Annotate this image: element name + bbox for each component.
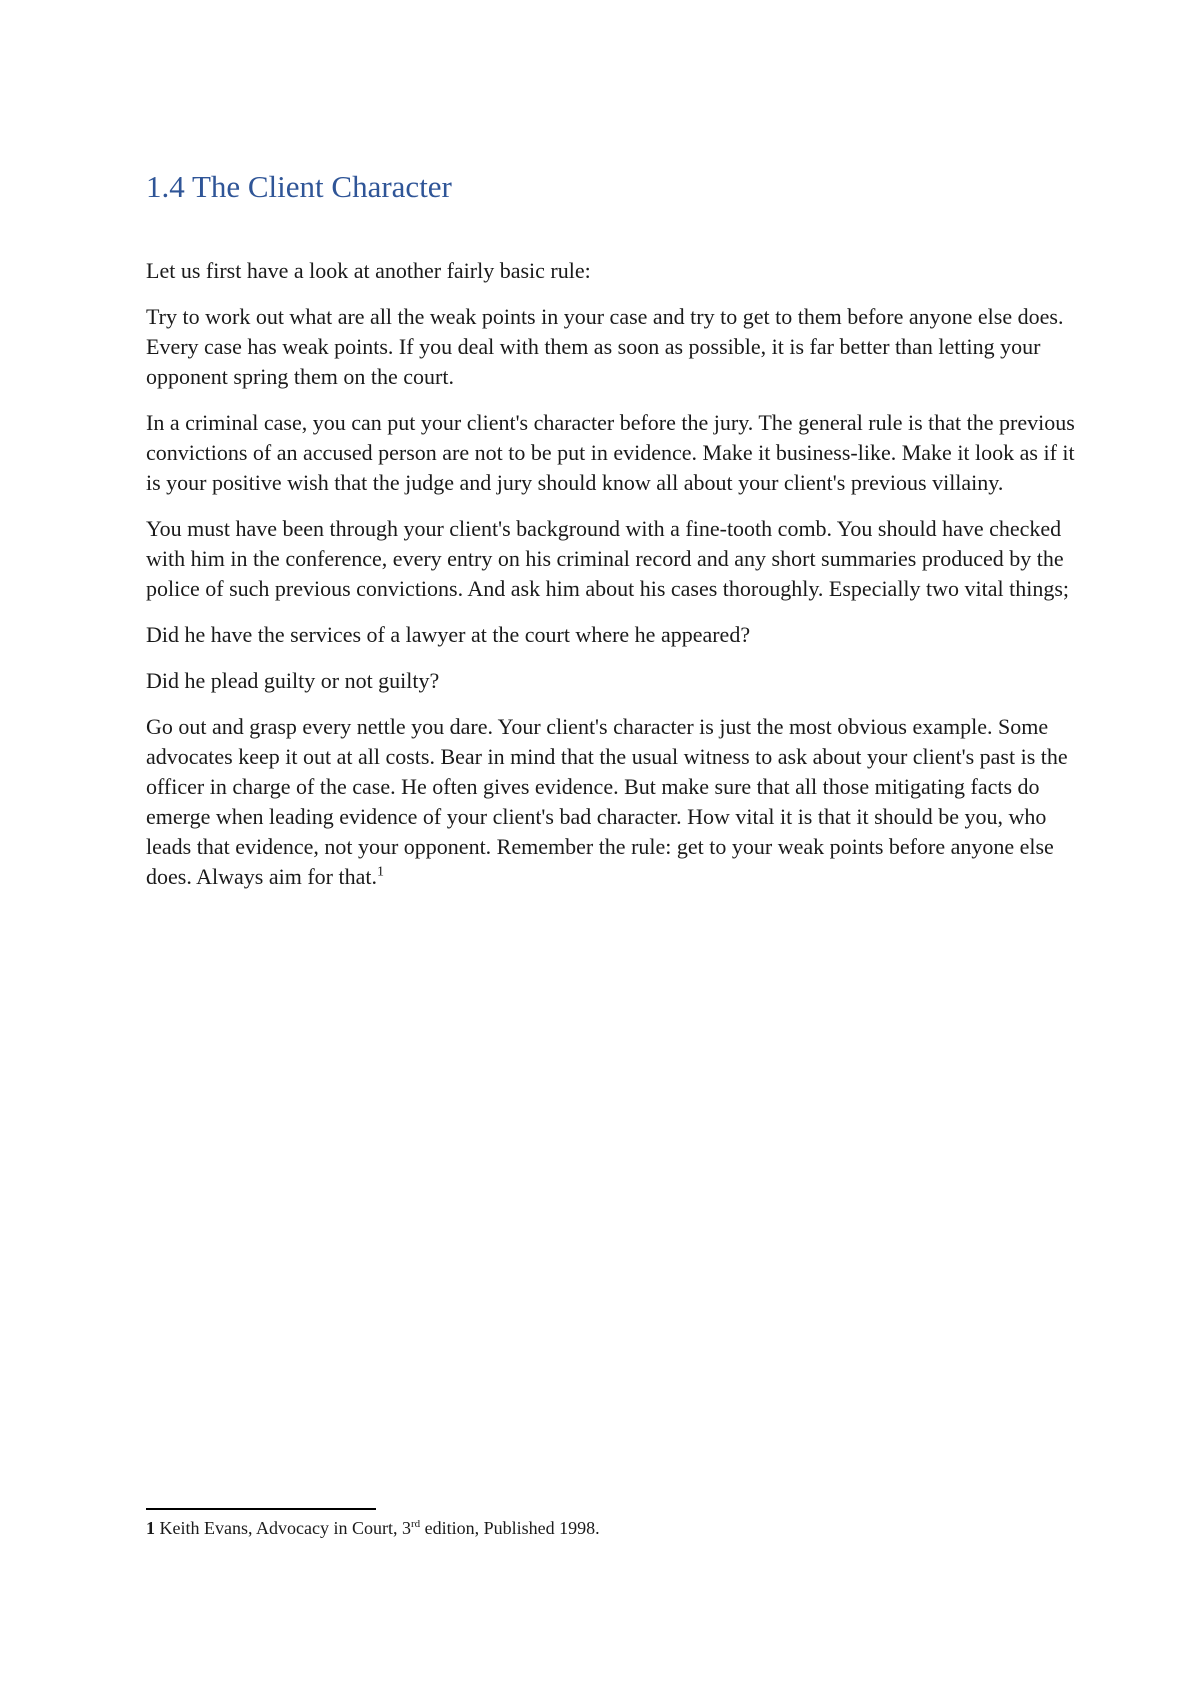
paragraph-question-lawyer: Did he have the services of a lawyer at the court where he appeared? xyxy=(146,622,751,647)
section-heading: 1.4 The Client Character xyxy=(146,169,452,204)
footnote-separator xyxy=(146,1508,376,1510)
paragraph-nettle xyxy=(146,712,1076,892)
footnote-text-before: Keith Evans, Advocacy in Court, 3 xyxy=(155,1518,411,1538)
paragraph-background: You must have been through your client's background with a fine-tooth comb. You should have checked with him in the conference, every entry on his criminal record and any short summaries produced by the police of such previous convictions. And ask him about his cases thoroughly. Especially two vital things; xyxy=(146,516,1070,601)
paragraph-intro: Let us first have a look at another fairly basic rule: xyxy=(146,258,591,283)
footnote-ordinal-suffix: rd xyxy=(410,1518,421,1530)
footnote-reference[interactable]: 1 xyxy=(376,864,384,880)
footnote-text-after: edition, Published 1998. xyxy=(420,1518,600,1538)
footnote-number: 1 xyxy=(146,1518,155,1538)
body-text xyxy=(146,256,1076,908)
footnote xyxy=(146,1516,600,1540)
paragraph-question-plea: Did he plead guilty or not guilty? xyxy=(146,668,440,693)
paragraph-criminal-case: In a criminal case, you can put your client's character before the jury. The general rule is that the previous convictions of an accused person are not to be put in evidence. Make it business-like. Make it look as if it is your positive wish that the judge and jury should know all about your client's previous villainy. xyxy=(146,410,1075,495)
paragraph-weak-points: Try to work out what are all the weak points in your case and try to get to them before anyone else does. Every case has weak points. If you deal with them as soon as possible, it is far better than letting your opponent spring them on the court. xyxy=(146,304,1064,389)
paragraph-nettle-text: Go out and grasp every nettle you dare. Your client's character is just the most obvious example. Some advocates keep it out at all costs. Bear in mind that the usual witness to ask about your client's past is the officer in charge of the case. He often gives evidence. But make sure that all those mitigating facts do emerge when leading evidence of your client's bad character. How vital it is that it should be you, who leads that evidence, not your opponent. Remember the rule: get to your weak points before anyone else does. Always aim for that. xyxy=(146,714,1068,889)
